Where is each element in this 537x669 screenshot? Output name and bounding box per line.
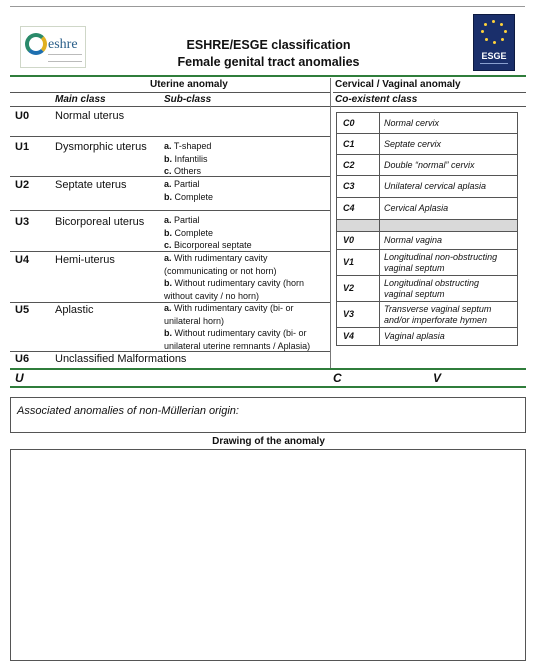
u3-code: U3 bbox=[15, 216, 30, 228]
c0-code: C0 bbox=[337, 113, 380, 134]
u1-subclasses bbox=[164, 140, 211, 178]
v0-code: V0 bbox=[337, 232, 380, 250]
u4-sub-a: a. With rudimentary cavity bbox=[164, 253, 268, 263]
c2-label: Double “normal” cervix bbox=[380, 155, 518, 176]
star-icon bbox=[500, 23, 503, 26]
esge-logo-text: ESGE bbox=[481, 51, 507, 61]
u5-code: U5 bbox=[15, 304, 30, 316]
table-row bbox=[337, 198, 518, 220]
u2-subclasses bbox=[164, 178, 213, 203]
table-row bbox=[337, 113, 518, 134]
top-rule bbox=[10, 6, 525, 7]
table-row bbox=[337, 176, 518, 198]
row-separator bbox=[10, 210, 330, 211]
table-row bbox=[337, 250, 518, 276]
page-title: ESHRE/ESGE classification bbox=[186, 38, 351, 52]
c2-code: C2 bbox=[337, 155, 380, 176]
table-row bbox=[337, 134, 518, 155]
cervical-vaginal-header: Cervical / Vaginal anomaly bbox=[335, 79, 461, 90]
c3-label: Unilateral cervical aplasia bbox=[380, 176, 518, 198]
u3-main-class: Bicorporeal uterus bbox=[55, 216, 145, 228]
summary-u[interactable]: U bbox=[15, 371, 24, 385]
v0-label: Normal vagina bbox=[380, 232, 518, 250]
star-icon bbox=[492, 20, 495, 23]
summary-top-rule bbox=[10, 368, 526, 370]
u5-sub-b: b. Without rudimentary cavity (bi- or bbox=[164, 328, 307, 338]
summary-c[interactable]: C bbox=[333, 371, 342, 385]
u1-sub-b: b. Infantilis bbox=[164, 153, 208, 164]
u5-sub-b-cont: unilateral uterine remnants / Aplasia) bbox=[164, 340, 311, 351]
sub-class-header: Sub-class bbox=[164, 94, 212, 105]
v1-label: Longitudinal non-obstructing vaginal septum bbox=[380, 250, 518, 276]
c4-code: C4 bbox=[337, 198, 380, 220]
table-row bbox=[337, 232, 518, 250]
header-underline bbox=[10, 92, 330, 93]
v3-label: Transverse vaginal septum and/or imperforate hymen bbox=[380, 302, 518, 328]
u3-sub-c: c. Bicorporeal septate bbox=[164, 240, 252, 250]
u1-sub-a: a. T-shaped bbox=[164, 141, 212, 151]
header-underline bbox=[333, 92, 526, 93]
u5-main-class: Aplastic bbox=[55, 304, 94, 316]
u5-sub-a-cont: unilateral horn) bbox=[164, 315, 225, 326]
column-divider bbox=[330, 78, 331, 107]
u0-main-class: Normal uterus bbox=[55, 110, 125, 122]
u4-code: U4 bbox=[15, 254, 30, 266]
main-class-header: Main class bbox=[55, 94, 106, 105]
u3-sub-a: a. Partial bbox=[164, 215, 200, 225]
header-bottom-rule bbox=[10, 106, 526, 107]
eshre-logo-text: eshre bbox=[48, 37, 78, 52]
u4-sub-b-cont: without cavity / no horn) bbox=[164, 290, 260, 301]
u3-sub-b: b. Complete bbox=[164, 227, 214, 238]
u1-sub-c: c. Others bbox=[164, 166, 202, 176]
header-rule bbox=[10, 75, 526, 77]
u5-subclasses bbox=[164, 302, 310, 352]
table-row bbox=[337, 328, 518, 346]
page-subtitle: Female genital tract anomalies bbox=[177, 55, 360, 69]
drawing-area[interactable] bbox=[10, 449, 526, 661]
drawing-title: Drawing of the anomaly bbox=[212, 436, 325, 447]
star-icon bbox=[504, 30, 507, 33]
u0-code: U0 bbox=[15, 110, 30, 122]
u4-sub-a-cont: (communicating or not horn) bbox=[164, 265, 277, 276]
coexistent-class-header: Co-existent class bbox=[335, 94, 418, 105]
table-spacer-row bbox=[337, 220, 518, 232]
u2-code: U2 bbox=[15, 179, 30, 191]
associated-anomalies-label: Associated anomalies of non-Müllerian origin: bbox=[17, 405, 239, 417]
uterine-anomaly-header: Uterine anomaly bbox=[150, 79, 228, 90]
table-row bbox=[337, 155, 518, 176]
u3-subclasses bbox=[164, 214, 252, 252]
u6-code: U6 bbox=[15, 353, 30, 365]
u4-sub-b: b. Without rudimentary cavity (horn bbox=[164, 278, 305, 288]
u6-main-class: Unclassified Malformations bbox=[55, 353, 187, 365]
v1-code: V1 bbox=[337, 250, 380, 276]
u2-sub-b: b. Complete bbox=[164, 191, 214, 202]
u4-main-class: Hemi-uterus bbox=[55, 254, 115, 266]
row-separator bbox=[10, 136, 330, 137]
row-separator bbox=[10, 351, 330, 352]
c1-label: Septate cervix bbox=[380, 134, 518, 155]
table-row bbox=[337, 302, 518, 328]
star-icon bbox=[484, 23, 487, 26]
v4-code: V4 bbox=[337, 328, 380, 346]
table-row bbox=[337, 276, 518, 302]
column-divider bbox=[330, 106, 331, 368]
v2-code: V2 bbox=[337, 276, 380, 302]
summary-bottom-rule bbox=[10, 386, 526, 388]
c1-code: C1 bbox=[337, 134, 380, 155]
c4-label: Cervical Aplasia bbox=[380, 198, 518, 220]
cervical-vaginal-table bbox=[336, 112, 518, 346]
v2-label: Longitudinal obstructing vaginal septum bbox=[380, 276, 518, 302]
associated-anomalies-box[interactable] bbox=[10, 397, 526, 433]
u5-sub-a: a. With rudimentary cavity (bi- or bbox=[164, 303, 294, 313]
u1-main-class: Dysmorphic uterus bbox=[55, 141, 147, 153]
summary-v[interactable]: V bbox=[433, 371, 442, 385]
c3-code: C3 bbox=[337, 176, 380, 198]
c0-label: Normal cervix bbox=[380, 113, 518, 134]
v4-label: Vaginal aplasia bbox=[380, 328, 518, 346]
v3-code: V3 bbox=[337, 302, 380, 328]
u2-sub-a: a. Partial bbox=[164, 179, 200, 189]
star-icon bbox=[481, 30, 484, 33]
u1-code: U1 bbox=[15, 141, 30, 153]
row-separator bbox=[10, 176, 330, 177]
u2-main-class: Septate uterus bbox=[55, 179, 127, 191]
u4-subclasses bbox=[164, 252, 304, 302]
